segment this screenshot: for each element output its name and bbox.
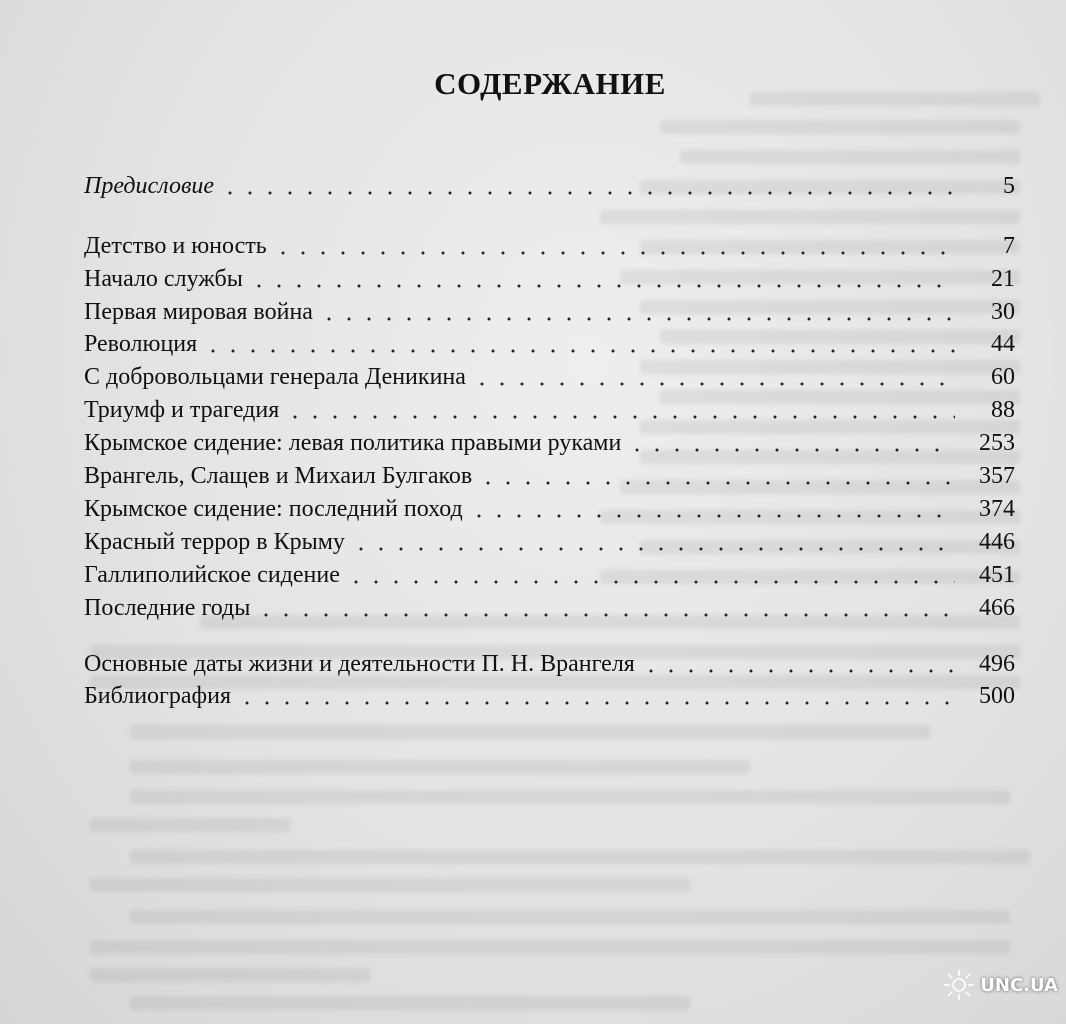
toc-entry-page: 7 — [1003, 233, 1015, 259]
toc-entry-label: Галлиполийское сидение — [84, 562, 340, 588]
toc-entry[interactable] — [84, 524, 1015, 556]
toc-entry-page: 21 — [991, 266, 1015, 292]
dot-leader — [319, 302, 955, 322]
toc-entry-label: Основные даты жизни и деятельности П. Н. Врангеля — [84, 651, 635, 677]
dot-leader — [351, 532, 955, 552]
dot-leader — [472, 367, 955, 387]
toc-entry-page: 88 — [991, 397, 1015, 423]
toc-entry[interactable] — [84, 294, 1015, 326]
watermark — [942, 968, 1058, 1002]
toc-entry-label: Триумф и трагедия — [84, 397, 280, 423]
toc-entry-preface[interactable] — [84, 168, 1015, 200]
dot-leader — [627, 433, 955, 453]
toc-entry-page: 466 — [979, 595, 1015, 621]
toc-entry-label: Начало службы — [84, 266, 243, 292]
toc-entry-page: 374 — [979, 496, 1015, 522]
dot-leader — [346, 565, 955, 585]
dot-leader — [641, 654, 955, 674]
dot-leader — [478, 466, 955, 486]
toc-entry-appendix[interactable] — [84, 678, 1015, 710]
toc-entry-label: С добровольцами генерала Деникина — [84, 364, 466, 390]
toc-entry-label: Крымское сидение: левая политика правыми руками — [84, 430, 622, 456]
dot-leader — [273, 236, 955, 256]
toc-entry[interactable] — [84, 590, 1015, 622]
toc-entry-page: 44 — [991, 331, 1015, 357]
toc-entry-label: Красный террор в Крыму — [84, 529, 345, 555]
toc-entry-page: 500 — [979, 683, 1015, 709]
toc-entry-page: 446 — [979, 529, 1015, 555]
toc-entry-page: 253 — [979, 430, 1015, 456]
toc-entry-label: Библиография — [84, 683, 231, 709]
toc-entry-page: 60 — [991, 364, 1015, 390]
page-title: СОДЕРЖАНИЕ — [434, 66, 666, 101]
toc-entry-label: Врангель, Слащев и Михаил Булгаков — [84, 463, 473, 489]
dot-leader — [203, 334, 955, 354]
toc-entry[interactable] — [84, 326, 1015, 358]
toc-entry-page: 30 — [991, 299, 1015, 325]
toc-entry[interactable] — [84, 425, 1015, 457]
toc-entry-label: Революция — [84, 331, 198, 357]
toc-entry-label: Предисловие — [84, 173, 215, 199]
toc-entry-page: 451 — [979, 562, 1015, 588]
toc-entry[interactable] — [84, 557, 1015, 589]
dot-leader — [237, 686, 955, 706]
toc-entry-page: 496 — [979, 651, 1015, 677]
toc-entry-label: Первая мировая война — [84, 299, 313, 325]
dot-leader — [249, 269, 955, 289]
toc-entry[interactable] — [84, 458, 1015, 490]
toc-entry[interactable] — [84, 392, 1015, 424]
toc-entry[interactable] — [84, 491, 1015, 523]
toc-entry-label: Последние годы — [84, 595, 251, 621]
toc-entry[interactable] — [84, 228, 1015, 260]
toc-entry-page: 5 — [1003, 173, 1015, 199]
toc-entry-label: Детство и юность — [84, 233, 267, 259]
snowflake-sun-icon — [942, 968, 976, 1002]
toc-entry-page: 357 — [979, 463, 1015, 489]
toc-entry[interactable] — [84, 359, 1015, 391]
dot-leader — [469, 499, 955, 519]
toc-entry-label: Крымское сидение: последний поход — [84, 496, 463, 522]
dot-leader — [256, 598, 955, 618]
watermark-text: UNC.UA — [980, 974, 1058, 996]
toc-entry-appendix[interactable] — [84, 646, 1015, 678]
dot-leader — [285, 400, 955, 420]
dot-leader — [220, 176, 955, 196]
toc-entry[interactable] — [84, 261, 1015, 293]
